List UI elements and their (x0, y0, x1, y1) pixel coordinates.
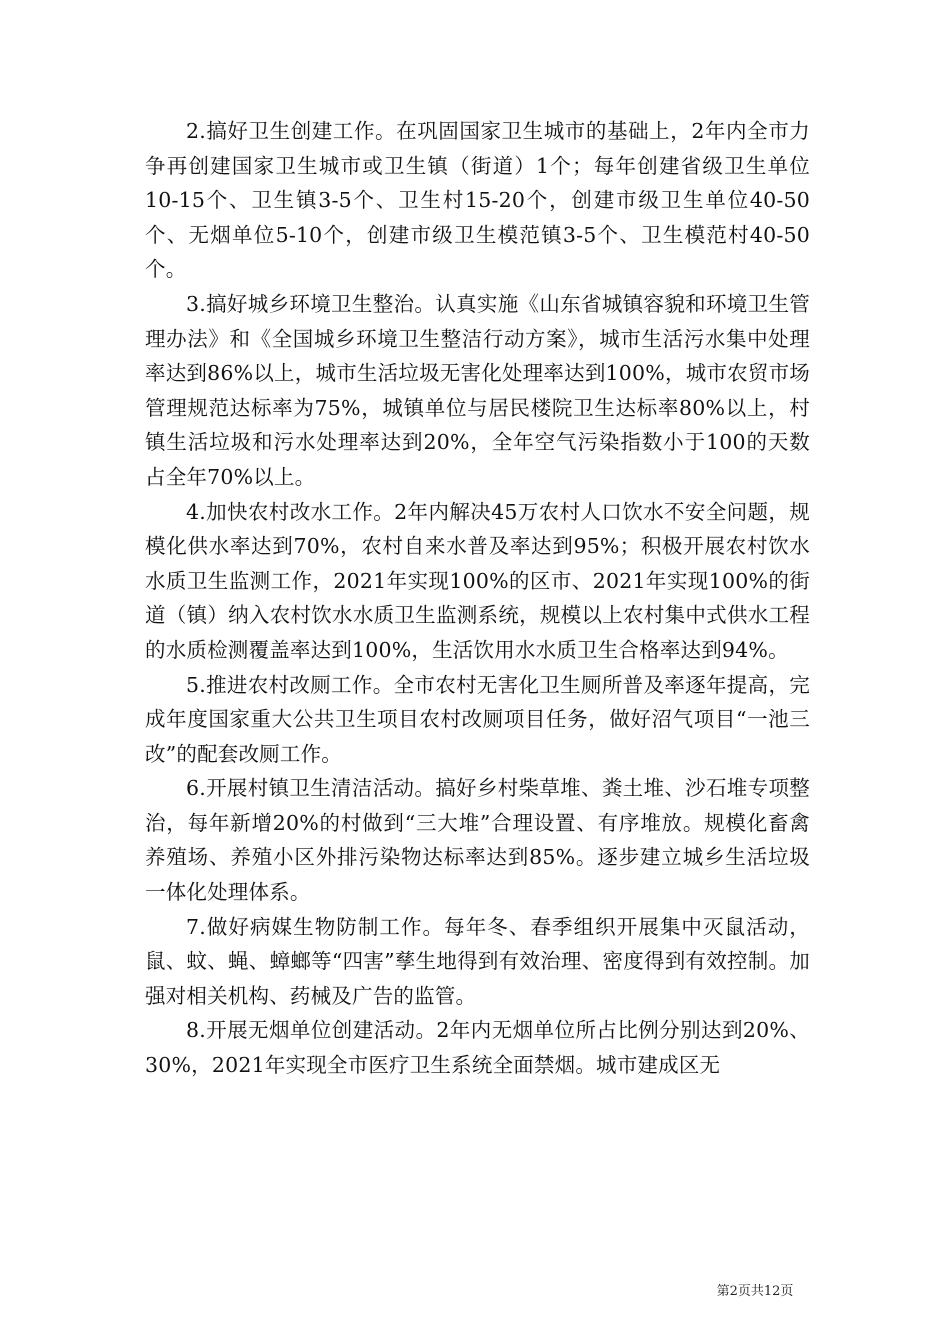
paragraph-vector-control: 7.做好病媒生物防制工作。每年冬、春季组织开展集中灭鼠活动，鼠、蚊、蝇、蟑螂等“四害”孳生地得到有效治理、密度得到有效控制。加强对相关机构、药械及广告的监管。 (145, 914, 810, 1008)
paragraph-sanitation-creation: 2.搞好卫生创建工作。在巩固国家卫生城市的基础上，2年内全市力争再创建国家卫生城市或卫生镇（街道）1个；每年创建省级卫生单位10-15个、卫生镇3-5个、卫生村15-20个，创建市级卫生单位40-50个、无烟单位5-10个，创建市级卫生模范镇3-5个、卫生模范村40-50个。 (145, 119, 810, 282)
paragraph-rural-water: 4.加快农村改水工作。2年内解决45万农村人口饮水不安全问题，规模化供水率达到70%，农村自来水普及率达到95%；积极开展农村饮水水质卫生监测工作，2021年实现100%的区市、2021年实现100%的街道（镇）纳入农村饮水水质卫生监测系统，规模以上农村集中式供水工程的水质检测覆盖率达到100%，生活饮用水水质卫生合格率达到94%。 (145, 499, 810, 662)
page-number: 第2页共12页 (716, 1284, 794, 1299)
page-footer (0, 1280, 950, 1299)
paragraph-smoke-free: 8.开展无烟单位创建活动。2年内无烟单位所占比例分别达到20%、30%，2021年实现全市医疗卫生系统全面禁烟。城市建成区无 (145, 1018, 810, 1078)
paragraph-rural-toilet: 5.推进农村改厕工作。全市农村无害化卫生厕所普及率逐年提高，完成年度国家重大公共卫生项目农村改厕项目任务，做好沼气项目“一池三改”的配套改厕工作。 (145, 672, 810, 766)
paragraph-urban-rural-environment: 3.搞好城乡环境卫生整治。认真实施《山东省城镇容貌和环境卫生管理办法》和《全国城乡环境卫生整洁行动方案》，城市生活污水集中处理率达到86%以上，城市生活垃圾无害化处理率达到100%，城市农贸市场管理规范达标率为75%，城镇单位与居民楼院卫生达标率80%以上，村镇生活垃圾和污水处理率达到20%，全年空气污染指数小于100的天数占全年70%以上。 (145, 291, 810, 489)
paragraph-village-cleaning: 6.开展村镇卫生清洁活动。搞好乡村柴草堆、粪土堆、沙石堆专项整治，每年新增20%的村做到“三大堆”合理设置、有序堆放。规模化畜禽养殖场、养殖小区外排污染物达标率达到85%。逐步建立城乡生活垃圾一体化处理体系。 (145, 776, 810, 905)
document-body (145, 114, 810, 1083)
